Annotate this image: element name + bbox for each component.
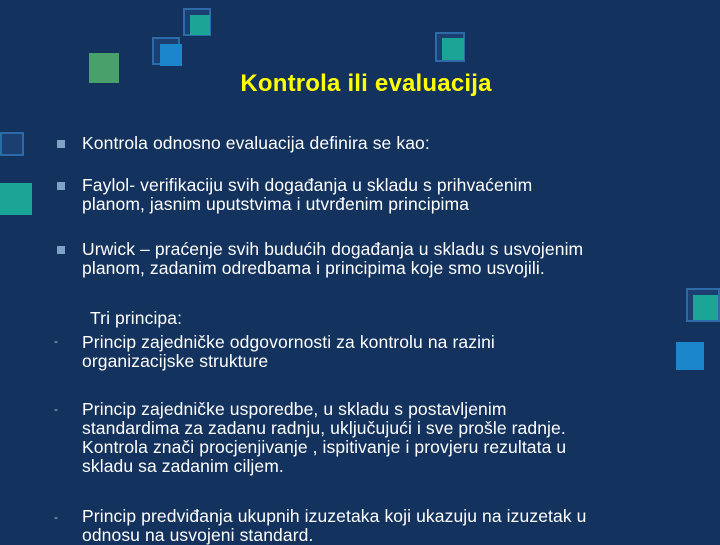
- principle-line: Kontrola znači procjenjivanje , ispitivanje i provjeru rezultata u: [82, 437, 567, 457]
- principle-line: skladu sa zadanim ciljem.: [82, 456, 284, 476]
- principle-line: organizacijske strukture: [82, 351, 269, 371]
- principle-line: standardima za zadanu radnju, uključujući i sve prošle radnje.: [82, 418, 566, 438]
- principle-line: Princip zajedničke usporedbe, u skladu s postavljenim: [82, 399, 507, 419]
- bullet-line: Faylol- verifikaciju svih događanja u skladu s prihvaćenim: [82, 175, 533, 195]
- dash-marker: -: [54, 402, 58, 416]
- principle-line: Princip zajedničke odgovornosti za kontrolu na razini: [82, 332, 495, 352]
- decor-square: [693, 295, 718, 320]
- principle-1: [82, 333, 495, 371]
- decor-square: [0, 132, 24, 156]
- decor-square: [190, 15, 210, 35]
- principles-intro: Tri principa:: [90, 308, 183, 328]
- bullet-1: [82, 134, 430, 153]
- decor-square: [676, 342, 704, 370]
- bullet-marker: [57, 246, 65, 254]
- principle-line: Princip predviđanja ukupnih izuzetaka koji ukazuju na izuzetak u: [82, 506, 587, 526]
- bullet-line: planom, jasnim uputstvima i utvrđenim principima: [82, 194, 470, 214]
- bullet-line: Kontrola odnosno evaluacija definira se kao:: [82, 133, 430, 153]
- bullet-line: planom, zadanim odredbama i principima koje smo usvojili.: [82, 258, 545, 278]
- slide-title: Kontrola ili evaluacija: [240, 70, 492, 97]
- dash-marker: -: [54, 510, 58, 524]
- principle-line: odnosu na usvojeni standard.: [82, 525, 314, 545]
- principle-2: [82, 400, 566, 476]
- bullet-marker: [57, 182, 65, 190]
- bullet-2: [82, 176, 532, 214]
- dash-marker: -: [54, 334, 58, 348]
- principle-3: [82, 507, 586, 545]
- decor-square: [160, 44, 182, 66]
- decor-square: [442, 38, 464, 60]
- bullet-line: Urwick – praćenje svih budućih događanja u skladu s usvojenim: [82, 239, 584, 259]
- bullet-marker: [57, 140, 65, 148]
- decor-square: [0, 183, 32, 215]
- bullet-3: [82, 240, 583, 278]
